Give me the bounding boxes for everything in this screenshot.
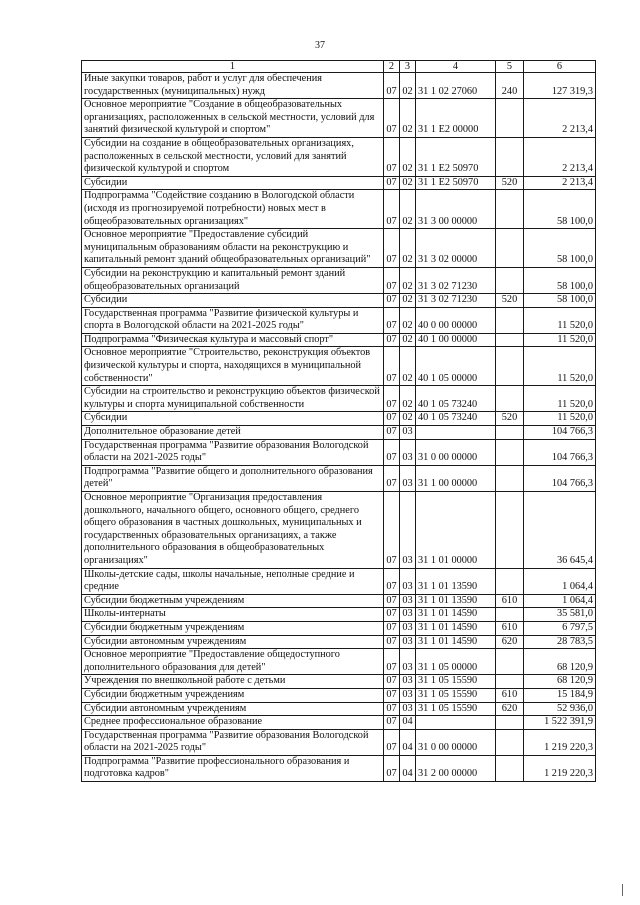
cell-sum: 36 645,4 [524, 492, 596, 569]
cell-rz: 07 [384, 439, 400, 465]
cell-vr [496, 386, 524, 412]
cell-pr: 02 [400, 307, 416, 333]
table-row [82, 294, 596, 308]
table-row [82, 99, 596, 138]
column-header: 5 [496, 61, 524, 73]
cell-csr: 31 3 02 71230 [416, 294, 496, 308]
table-row [82, 426, 596, 440]
cell-rz: 07 [384, 568, 400, 594]
table-row [82, 729, 596, 755]
cell-rz: 07 [384, 294, 400, 308]
cell-csr: 31 1 Е2 50970 [416, 137, 496, 176]
cell-sum: 11 520,0 [524, 307, 596, 333]
cell-csr: 31 3 00 00000 [416, 190, 496, 229]
cell-rz: 07 [384, 608, 400, 622]
table-row [82, 621, 596, 635]
cell-csr: 31 1 01 14590 [416, 621, 496, 635]
table-row [82, 439, 596, 465]
cell-name: Субсидии бюджетным учреждениям [82, 621, 384, 635]
cell-pr: 03 [400, 649, 416, 675]
table-row [82, 649, 596, 675]
cell-sum: 15 184,9 [524, 688, 596, 702]
table-row [82, 386, 596, 412]
cell-csr: 31 1 05 15590 [416, 702, 496, 716]
table-header-row [82, 61, 596, 73]
cell-name: Подпрограмма "Развитие профессионального образования и подготовка кадров" [82, 755, 384, 781]
cell-name: Субсидии автономным учреждениям [82, 635, 384, 649]
cell-pr: 02 [400, 73, 416, 99]
cell-pr: 03 [400, 675, 416, 689]
table-row [82, 635, 596, 649]
table-row [82, 267, 596, 293]
column-header: 1 [82, 61, 384, 73]
table-row [82, 755, 596, 781]
cell-pr: 02 [400, 333, 416, 347]
cell-sum: 68 120,9 [524, 649, 596, 675]
cell-vr: 610 [496, 688, 524, 702]
cell-rz: 07 [384, 675, 400, 689]
cell-name: Субсидии на реконструкцию и капитальный ремонт зданий общеобразовательных организаций [82, 267, 384, 293]
cell-rz: 07 [384, 702, 400, 716]
cell-name: Основное мероприятие "Создание в общеобразовательных организациях, расположенных в сельской местности, условий для занятий физической культурой и спортом" [82, 99, 384, 138]
cell-vr [496, 729, 524, 755]
margin-mark [622, 884, 623, 896]
cell-vr [496, 675, 524, 689]
cell-name: Подпрограмма "Содействие созданию в Вологодской области (исходя из прогнозируемой потребности) новых мест в общеобразовательных организациях" [82, 190, 384, 229]
cell-pr: 03 [400, 492, 416, 569]
table-row [82, 594, 596, 608]
cell-pr: 02 [400, 190, 416, 229]
column-header: 2 [384, 61, 400, 73]
cell-name: Субсидии бюджетным учреждениям [82, 688, 384, 702]
cell-csr: 31 1 01 14590 [416, 608, 496, 622]
cell-csr: 31 2 00 00000 [416, 755, 496, 781]
cell-vr [496, 568, 524, 594]
cell-sum: 28 783,5 [524, 635, 596, 649]
cell-vr [496, 190, 524, 229]
cell-pr: 03 [400, 608, 416, 622]
cell-name: Государственная программа "Развитие образования Вологодской области на 2021-2025 годы" [82, 439, 384, 465]
cell-sum: 104 766,3 [524, 426, 596, 440]
table-row [82, 568, 596, 594]
cell-pr: 03 [400, 702, 416, 716]
cell-vr: 620 [496, 702, 524, 716]
cell-vr [496, 229, 524, 268]
cell-name: Школы-детские сады, школы начальные, неполные средние и средние [82, 568, 384, 594]
cell-rz: 07 [384, 716, 400, 730]
cell-pr: 02 [400, 294, 416, 308]
cell-name: Субсидии автономным учреждениям [82, 702, 384, 716]
cell-rz: 07 [384, 649, 400, 675]
cell-csr: 40 1 05 73240 [416, 386, 496, 412]
cell-vr: 240 [496, 73, 524, 99]
cell-pr: 03 [400, 594, 416, 608]
table-row [82, 465, 596, 491]
cell-rz: 07 [384, 347, 400, 386]
table-row [82, 412, 596, 426]
cell-vr: 610 [496, 594, 524, 608]
cell-name: Субсидии на строительство и реконструкцию объектов физической культуры и спорта муниципальной собственности [82, 386, 384, 412]
cell-csr: 31 3 02 71230 [416, 267, 496, 293]
cell-rz: 07 [384, 386, 400, 412]
cell-csr: 31 0 00 00000 [416, 729, 496, 755]
cell-csr: 31 0 00 00000 [416, 439, 496, 465]
cell-sum: 11 520,0 [524, 386, 596, 412]
cell-sum: 11 520,0 [524, 333, 596, 347]
table-row [82, 229, 596, 268]
cell-sum: 127 319,3 [524, 73, 596, 99]
cell-pr: 02 [400, 99, 416, 138]
cell-name: Субсидии [82, 412, 384, 426]
cell-vr [496, 333, 524, 347]
cell-sum: 2 213,4 [524, 176, 596, 190]
cell-csr: 40 1 05 73240 [416, 412, 496, 426]
cell-csr: 31 1 05 15590 [416, 688, 496, 702]
cell-rz: 07 [384, 229, 400, 268]
cell-rz: 07 [384, 267, 400, 293]
cell-pr: 03 [400, 688, 416, 702]
cell-rz: 07 [384, 688, 400, 702]
cell-vr [496, 439, 524, 465]
cell-csr: 31 1 Е2 00000 [416, 99, 496, 138]
cell-rz: 07 [384, 333, 400, 347]
table-row [82, 73, 596, 99]
cell-csr: 40 1 05 00000 [416, 347, 496, 386]
cell-sum: 58 100,0 [524, 190, 596, 229]
cell-sum: 11 520,0 [524, 412, 596, 426]
cell-rz: 07 [384, 465, 400, 491]
cell-csr [416, 716, 496, 730]
cell-vr [496, 465, 524, 491]
cell-name: Государственная программа "Развитие образования Вологодской области на 2021-2025 годы" [82, 729, 384, 755]
cell-pr: 02 [400, 267, 416, 293]
cell-csr: 31 1 01 00000 [416, 492, 496, 569]
cell-vr: 520 [496, 294, 524, 308]
table-row [82, 137, 596, 176]
cell-csr: 40 0 00 00000 [416, 307, 496, 333]
cell-csr: 31 1 02 27060 [416, 73, 496, 99]
column-header: 4 [416, 61, 496, 73]
cell-name: Учреждения по внешкольной работе с детьми [82, 675, 384, 689]
cell-vr [496, 426, 524, 440]
cell-rz: 07 [384, 73, 400, 99]
table-row [82, 675, 596, 689]
cell-sum: 2 213,4 [524, 137, 596, 176]
cell-sum: 35 581,0 [524, 608, 596, 622]
cell-rz: 07 [384, 635, 400, 649]
cell-vr [496, 716, 524, 730]
cell-vr [496, 137, 524, 176]
cell-sum: 11 520,0 [524, 347, 596, 386]
cell-sum: 58 100,0 [524, 267, 596, 293]
cell-vr: 610 [496, 621, 524, 635]
cell-vr: 620 [496, 635, 524, 649]
cell-sum: 68 120,9 [524, 675, 596, 689]
cell-name: Субсидии [82, 176, 384, 190]
cell-pr: 02 [400, 412, 416, 426]
cell-sum: 58 100,0 [524, 229, 596, 268]
cell-name: Субсидии бюджетным учреждениям [82, 594, 384, 608]
table-row [82, 716, 596, 730]
cell-name: Иные закупки товаров, работ и услуг для обеспечения государственных (муниципальных) нужд [82, 73, 384, 99]
cell-csr: 31 1 05 15590 [416, 675, 496, 689]
cell-rz: 07 [384, 729, 400, 755]
cell-rz: 07 [384, 307, 400, 333]
table-row [82, 492, 596, 569]
cell-csr: 40 1 00 00000 [416, 333, 496, 347]
cell-rz: 07 [384, 176, 400, 190]
cell-csr: 31 1 00 00000 [416, 465, 496, 491]
cell-csr: 31 1 01 13590 [416, 594, 496, 608]
cell-rz: 07 [384, 412, 400, 426]
table-row [82, 702, 596, 716]
cell-vr [496, 492, 524, 569]
cell-rz: 07 [384, 137, 400, 176]
cell-sum: 1 522 391,9 [524, 716, 596, 730]
cell-sum: 1 219 220,3 [524, 755, 596, 781]
cell-vr [496, 649, 524, 675]
cell-pr: 02 [400, 386, 416, 412]
cell-name: Подпрограмма "Физическая культура и массовый спорт" [82, 333, 384, 347]
cell-name: Субсидии на создание в общеобразовательных организациях, расположенных в сельской местности, условий для занятий физической культурой и спортом [82, 137, 384, 176]
cell-pr: 03 [400, 621, 416, 635]
cell-vr [496, 267, 524, 293]
cell-csr: 31 1 05 00000 [416, 649, 496, 675]
cell-pr: 02 [400, 137, 416, 176]
cell-name: Государственная программа "Развитие физической культуры и спорта в Вологодской области на 2021-2025 годы" [82, 307, 384, 333]
cell-sum: 58 100,0 [524, 294, 596, 308]
cell-pr: 03 [400, 439, 416, 465]
cell-pr: 02 [400, 347, 416, 386]
budget-table [81, 60, 596, 782]
cell-pr: 04 [400, 729, 416, 755]
cell-csr: 31 1 01 14590 [416, 635, 496, 649]
table-row [82, 688, 596, 702]
cell-pr: 03 [400, 635, 416, 649]
cell-csr: 31 3 02 00000 [416, 229, 496, 268]
cell-rz: 07 [384, 190, 400, 229]
cell-pr: 03 [400, 426, 416, 440]
cell-csr [416, 426, 496, 440]
cell-vr [496, 608, 524, 622]
cell-sum: 2 213,4 [524, 99, 596, 138]
cell-pr: 04 [400, 716, 416, 730]
cell-rz: 07 [384, 492, 400, 569]
cell-sum: 1 219 220,3 [524, 729, 596, 755]
cell-rz: 07 [384, 99, 400, 138]
cell-rz: 07 [384, 426, 400, 440]
cell-pr: 02 [400, 176, 416, 190]
cell-name: Основное мероприятие "Предоставление субсидий муниципальным образованиям области на реконструкцию и капитальный ремонт зданий общеобразовательных организаций" [82, 229, 384, 268]
cell-vr: 520 [496, 412, 524, 426]
cell-vr [496, 755, 524, 781]
cell-csr: 31 1 01 13590 [416, 568, 496, 594]
table-row [82, 347, 596, 386]
cell-name: Основное мероприятие "Организация предоставления дошкольного, начального общего, основного общего, среднего общего образования в частных дошкольных, муниципальных и государственных образовательных организациях, а также дополнительного образования в общеобразовательных организациях" [82, 492, 384, 569]
table-row [82, 333, 596, 347]
cell-pr: 04 [400, 755, 416, 781]
table-row [82, 176, 596, 190]
cell-sum: 104 766,3 [524, 465, 596, 491]
table-row [82, 307, 596, 333]
column-header: 3 [400, 61, 416, 73]
cell-vr: 520 [496, 176, 524, 190]
cell-sum: 6 797,5 [524, 621, 596, 635]
column-header: 6 [524, 61, 596, 73]
table-row [82, 608, 596, 622]
cell-pr: 03 [400, 568, 416, 594]
cell-csr: 31 1 Е2 50970 [416, 176, 496, 190]
cell-name: Субсидии [82, 294, 384, 308]
cell-name: Подпрограмма "Развитие общего и дополнительного образования детей" [82, 465, 384, 491]
cell-name: Основное мероприятие "Предоставление общедоступного дополнительного образования для детей" [82, 649, 384, 675]
cell-sum: 1 064,4 [524, 594, 596, 608]
cell-vr [496, 99, 524, 138]
cell-sum: 104 766,3 [524, 439, 596, 465]
cell-rz: 07 [384, 621, 400, 635]
cell-pr: 03 [400, 465, 416, 491]
cell-rz: 07 [384, 594, 400, 608]
page-number: 37 [315, 40, 325, 51]
cell-rz: 07 [384, 755, 400, 781]
cell-sum: 52 936,0 [524, 702, 596, 716]
cell-vr [496, 347, 524, 386]
cell-name: Основное мероприятие "Строительство, реконструкция объектов физической культуры и спорта, находящихся в муниципальной собственности" [82, 347, 384, 386]
cell-name: Школы-интернаты [82, 608, 384, 622]
table-row [82, 190, 596, 229]
cell-name: Среднее профессиональное образование [82, 716, 384, 730]
cell-vr [496, 307, 524, 333]
cell-sum: 1 064,4 [524, 568, 596, 594]
cell-pr: 02 [400, 229, 416, 268]
cell-name: Дополнительное образование детей [82, 426, 384, 440]
